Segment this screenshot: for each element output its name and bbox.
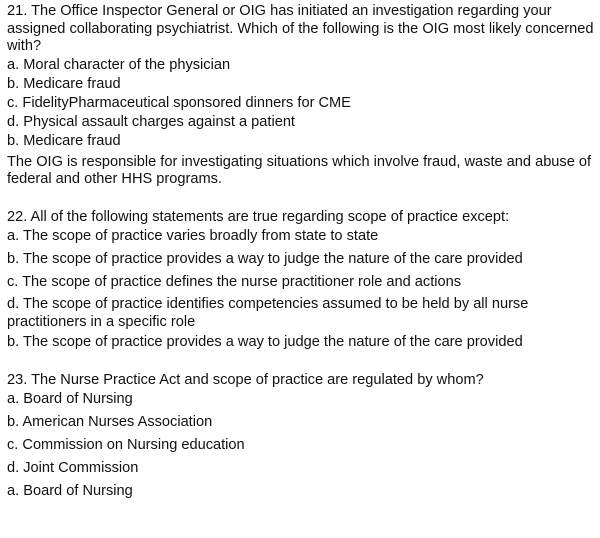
answer-line: b. The scope of practice provides a way to judge the nature of the care provided bbox=[7, 334, 523, 351]
option-c: c. FidelityPharmaceutical sponsored dinners for CME bbox=[7, 94, 351, 111]
option-d: d. The scope of practice identifies competencies assumed to be held by all nurse practitioners in a specific role bbox=[7, 295, 529, 330]
question-text: 23. The Nurse Practice Act and scope of practice are regulated by whom? bbox=[7, 372, 484, 389]
quiz-document bbox=[7, 0, 597, 501]
option-a: a. Moral character of the physician bbox=[7, 56, 231, 73]
option-a: a. The scope of practice varies broadly from state to state bbox=[7, 227, 379, 244]
question-text: 21. The Office Inspector General or OIG has initiated an investigation regarding your assigned collaborating psychiatrist. Which of the following is the OIG most likely concerned with? bbox=[7, 3, 594, 55]
question-block-23 bbox=[7, 371, 597, 501]
option-b: b. Medicare fraud bbox=[7, 75, 121, 92]
option-b: b. The scope of practice provides a way to judge the nature of the care provided bbox=[7, 250, 523, 267]
option-c: c. The scope of practice defines the nurse practitioner role and actions bbox=[7, 273, 462, 290]
option-d: d. Joint Commission bbox=[7, 460, 139, 477]
option-b: b. American Nurses Association bbox=[7, 414, 213, 431]
answer-line: b. Medicare fraud bbox=[7, 132, 121, 149]
option-a: a. Board of Nursing bbox=[7, 391, 133, 408]
explanation-text: The OIG is responsible for investigating situations which involve fraud, waste and abuse of federal and other HHS programs. bbox=[7, 153, 592, 188]
question-block-22 bbox=[7, 208, 597, 352]
option-d: d. Physical assault charges against a patient bbox=[7, 113, 295, 130]
question-text: 22. All of the following statements are true regarding scope of practice except: bbox=[7, 208, 510, 225]
question-block-21 bbox=[7, 0, 597, 189]
option-c: c. Commission on Nursing education bbox=[7, 437, 245, 454]
answer-line: a. Board of Nursing bbox=[7, 483, 133, 500]
